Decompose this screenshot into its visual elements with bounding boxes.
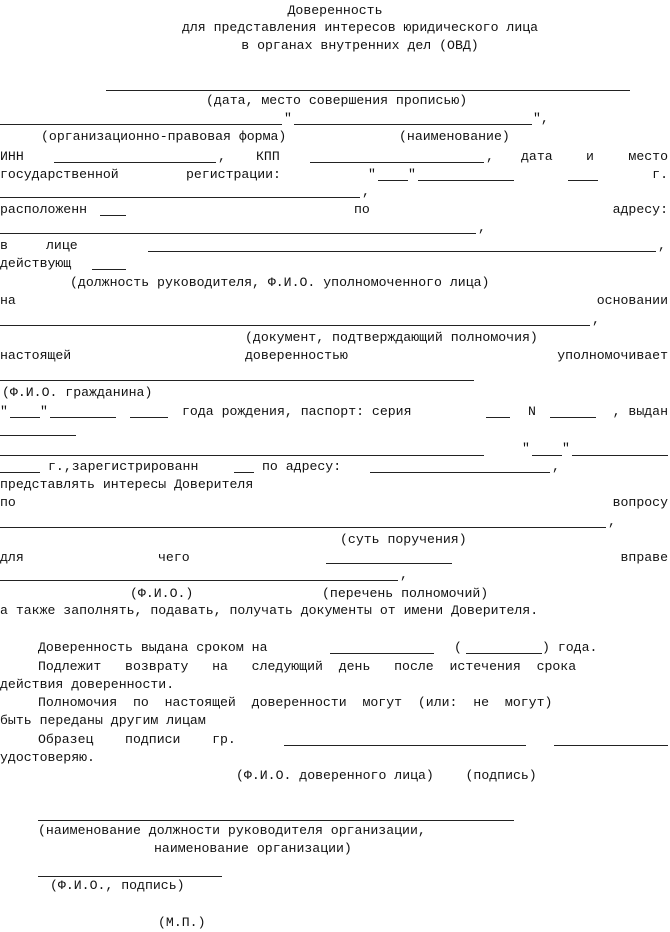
director-caption: (должность руководителя, Ф.И.О. уполномоченного лица)	[70, 275, 490, 290]
date-label: дата	[521, 149, 553, 164]
passport-number-field[interactable]	[550, 417, 596, 418]
represent-text: представлять интересы Доверителя	[0, 477, 254, 492]
term-field[interactable]	[330, 653, 434, 654]
by-word: по	[354, 202, 370, 217]
citizen-field[interactable]	[0, 380, 474, 381]
also-text: а также заполнять, подавать, получать документы от имени Доверителя.	[0, 603, 539, 618]
which-word: чего	[158, 550, 190, 565]
citizen-address-field[interactable]	[370, 472, 550, 473]
reg-quote-open: "	[368, 167, 376, 182]
director-field[interactable]	[148, 251, 656, 252]
reg-day-field[interactable]	[378, 180, 408, 181]
address-word: адресу:	[612, 202, 668, 217]
reg-comma: ,	[362, 184, 370, 199]
pass-quote-close: "	[562, 441, 570, 456]
stamp-caption: (М.П.)	[158, 915, 206, 930]
powers-field[interactable]	[0, 580, 398, 581]
in-word: в	[0, 238, 8, 253]
pass-year-field[interactable]	[0, 472, 40, 473]
quote-open: "	[284, 111, 292, 126]
kpp-comma: ,	[486, 149, 494, 164]
kpp-label: КПП	[256, 149, 280, 164]
term-words-field[interactable]	[466, 653, 542, 654]
entitled-word: вправе	[620, 550, 668, 565]
org-form-caption: (организационно-правовая форма)	[41, 129, 287, 144]
task-field[interactable]	[0, 527, 606, 528]
birth-quote-open: "	[0, 404, 8, 419]
org-name-field[interactable]	[294, 124, 532, 125]
reg-month-field[interactable]	[418, 180, 514, 181]
org-name-caption: (наименование)	[399, 129, 510, 144]
sample-text: Образец подписи гр.	[38, 732, 236, 747]
passport-issuer-field-2[interactable]	[0, 455, 484, 456]
attorney-name-field[interactable]	[326, 563, 452, 564]
inn-field[interactable]	[54, 162, 216, 163]
located-ending-field[interactable]	[100, 215, 126, 216]
reg-extra-field[interactable]	[0, 197, 360, 198]
registered-ending-field[interactable]	[234, 472, 254, 473]
org-form-field[interactable]	[0, 124, 282, 125]
number-sign: N	[528, 404, 536, 419]
on-word: на	[0, 293, 16, 308]
return-text-1: Подлежит возврату на следующий день после истечения срока	[38, 659, 577, 674]
acting-word: действующ	[0, 256, 72, 271]
pass-month-field[interactable]	[572, 455, 668, 456]
reg-address-comma: ,	[552, 459, 560, 474]
person-word: лице	[46, 238, 78, 253]
transfer-text-2: быть переданы другим лицам	[0, 713, 206, 728]
place-date-caption: (дата, место совершения прописью)	[206, 93, 468, 108]
paren-close-text: ) года.	[542, 640, 598, 655]
issued-for-text: Доверенность выдана сроком на	[38, 640, 268, 655]
inn-label: ИНН	[0, 149, 24, 164]
sample-signature-field[interactable]	[554, 745, 668, 746]
passport-series-field[interactable]	[486, 417, 510, 418]
kpp-field[interactable]	[310, 162, 484, 163]
reg-quote-close: "	[408, 167, 416, 182]
present-word: настоящей	[0, 348, 72, 363]
basis-word: основании	[596, 293, 668, 308]
inn-comma: ,	[218, 149, 226, 164]
authority-doc-field[interactable]	[0, 325, 590, 326]
birth-year-field[interactable]	[130, 417, 168, 418]
powers-caption: (перечень полномочий)	[322, 586, 489, 601]
org-address-field[interactable]	[0, 233, 476, 234]
po-word: по	[0, 495, 16, 510]
doc-subtitle-2: в органах внутренних дел (ОВД)	[241, 38, 479, 53]
return-text-2: действия доверенности.	[0, 677, 175, 692]
sample-fio-field[interactable]	[284, 745, 526, 746]
reg-address-text: по адресу:	[262, 459, 342, 474]
and-word: и	[586, 149, 594, 164]
registration-word: регистрации:	[186, 167, 281, 182]
for-word: для	[0, 550, 24, 565]
place-word: место	[628, 149, 668, 164]
person-comma: ,	[658, 238, 666, 253]
citizen-caption: (Ф.И.О. гражданина)	[2, 385, 153, 400]
issued-word: , выдан	[612, 404, 668, 419]
passport-issuer-field[interactable]	[0, 435, 76, 436]
poa-word: доверенностью	[245, 348, 348, 363]
year-registered-text: г.,зарегистрированн	[48, 459, 199, 474]
head-position-field[interactable]	[38, 820, 514, 821]
birth-quote-close: "	[40, 404, 48, 419]
paren-open: (	[454, 640, 462, 655]
sign-caption: (Ф.И.О. доверенного лица) (подпись)	[236, 768, 537, 783]
address-comma: ,	[478, 220, 486, 235]
certify-text: удостоверяю.	[0, 750, 95, 765]
birth-passport-text: года рождения, паспорт: серия	[182, 404, 412, 419]
state-word: государственной	[0, 167, 119, 182]
birth-day-field[interactable]	[10, 417, 40, 418]
question-word: вопросу	[612, 495, 668, 510]
head-caption-1: (наименование должности руководителя организации,	[38, 823, 426, 838]
located-word: расположенн	[0, 202, 88, 217]
pass-quote-open: "	[522, 441, 530, 456]
doc-subtitle-1: для представления интересов юридического лица	[181, 20, 539, 35]
transfer-text-1: Полномочия по настоящей доверенности могут (или: не могут)	[38, 695, 553, 710]
place-date-field[interactable]	[106, 90, 630, 91]
year-abbr: г.	[652, 167, 668, 182]
quote-close: ",	[533, 111, 549, 126]
powers-comma: ,	[400, 567, 408, 582]
task-caption: (суть поручения)	[340, 532, 467, 547]
doc-title: Доверенность	[287, 3, 383, 18]
doc-caption: (документ, подтверждающий полномочия)	[245, 330, 538, 345]
fio-sign-caption: (Ф.И.О., подпись)	[50, 878, 185, 893]
reg-year-field[interactable]	[568, 180, 598, 181]
pass-day-field[interactable]	[532, 455, 562, 456]
task-comma: ,	[608, 514, 616, 529]
head-caption-2: наименование организации)	[154, 841, 352, 856]
birth-month-field[interactable]	[50, 417, 116, 418]
authorizes-word: уполномочивает	[557, 348, 668, 363]
acting-ending-field[interactable]	[92, 269, 126, 270]
doc-comma: ,	[592, 312, 600, 327]
head-signature-field[interactable]	[38, 876, 222, 877]
fio-caption: (Ф.И.О.)	[130, 586, 194, 601]
